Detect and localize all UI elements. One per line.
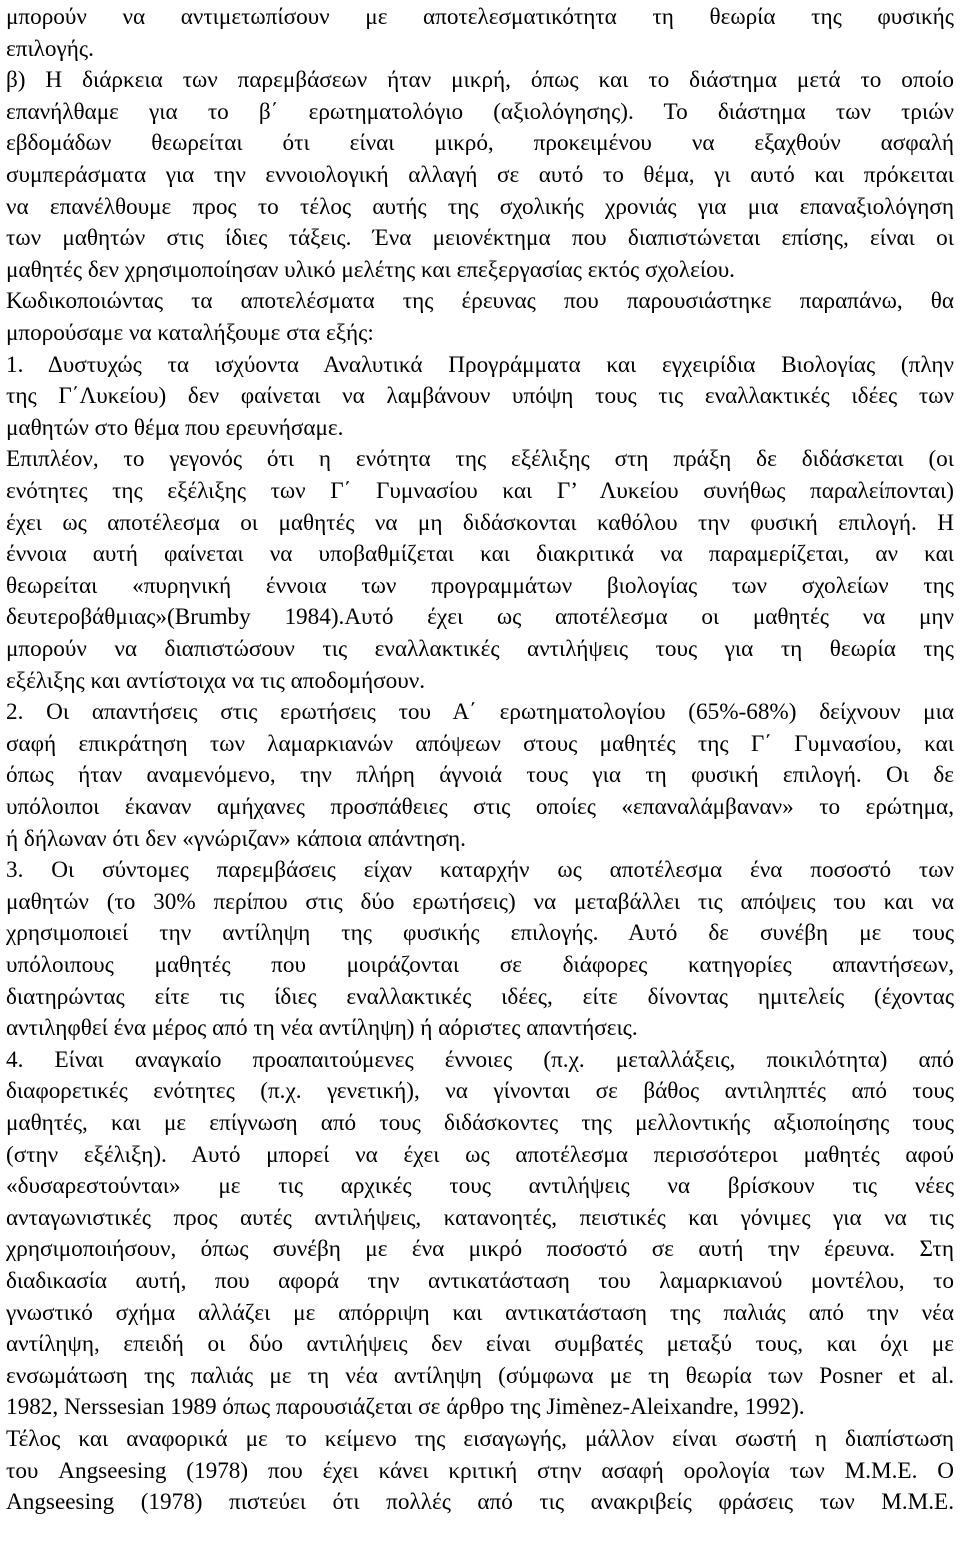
text-line: εβδομάδων θεωρείται ότι είναι μικρό, προκειμένου να εξαχθούν ασφαλή [6, 130, 954, 157]
text-line: β) Η διάρκεια των παρεμβάσεων ήταν μικρή, όπως και το διάστημα μετά το οποίο [6, 67, 954, 94]
text-line: επιλογής. [6, 35, 94, 62]
text-line: Κωδικοποιώντας τα αποτελέσματα της έρευνας που παρουσιάστηκε παραπάνω, θα [6, 288, 954, 315]
text-line: μαθητές, και με επίγνωση από τους διδάσκοντες της μελλοντικής αξιοποίησης τους [6, 1110, 954, 1136]
text-line: 1. Δυστυχώς τα ισχύοντα Αναλυτικά Προγράμματα και εγχειρίδια Βιολογίας (πλην [6, 351, 954, 378]
text-line: χρησιμοποιήσουν, όπως συνέβη με ένα μικρό ποσοστό σε αυτή την έρευνα. Στη [6, 1236, 954, 1263]
text-line: επανήλθαμε για το β΄ ερωτηματολόγιο (αξιολόγησης). Το διάστημα των τριών [6, 98, 954, 125]
text-line: του Angseesing (1978) που έχει κάνει κριτική στην ασαφή ορολογία των Μ.Μ.Ε. Ο [6, 1457, 954, 1484]
text-line: 4. Είναι αναγκαίο προαπαιτούμενες έννοιες (π.χ. μεταλλάξεις, ποικιλότητα) από [6, 1046, 954, 1073]
text-line: 2. Οι απαντήσεις στις ερωτήσεις του Α΄ ερωτηματολογίου (65%-68%) δείχνουν μια [6, 699, 954, 726]
text-line: Επιπλέον, το γεγονός ότι η ενότητα της εξέλιξης στη πράξη δε διδάσκεται (οι [6, 446, 954, 473]
text-line: δευτεροβάθμιας»(Brumby 1984).Αυτό έχει ως αποτέλεσμα οι μαθητές να μην [6, 604, 954, 631]
text-line: μαθητές δεν χρησιμοποίησαν υλικό μελέτης και επεξεργασίας εκτός σχολείου. [6, 256, 735, 283]
text-line: χρησιμοποιεί την αντίληψη της φυσικής επιλογής. Αυτό δε συνέβη με τους [6, 920, 954, 947]
text-line: υπόλοιποι έκαναν αμήχανες προσπάθειες στις οποίες «επαναλάμβαναν» το ερώτημα, [6, 794, 954, 820]
text-line: ενσωμάτωση της παλιάς με τη νέα αντίληψη (σύμφωνα με τη θεωρία των Posner et al. [6, 1362, 954, 1389]
text-line: γνωστικό σχήμα αλλάζει με απόρριψη και αντικατάσταση της παλιάς από την νέα [6, 1299, 954, 1326]
text-line: Τέλος και αναφορικά με το κείμενο της εισαγωγής, μάλλον είναι σωστή η διαπίστωση [6, 1426, 954, 1452]
text-line: 1982, Nerssesian 1989 όπως παρουσιάζεται σε άρθρο της Jimènez-Aleixandre, 1992). [6, 1394, 805, 1421]
text-line: θεωρείται «πυρηνική έννοια των προγραμμάτων βιολογίας των σχολείων της [6, 572, 954, 599]
text-line: ανταγωνιστικές προς αυτές αντιλήψεις, κατανοητές, πειστικές και γόνιμες για να τις [6, 1204, 954, 1231]
text-line: 3. Οι σύντομες παρεμβάσεις είχαν καταρχήν ως αποτέλεσμα ένα ποσοστό των [6, 857, 954, 884]
text-line: μαθητών στο θέμα που ερευνήσαμε. [6, 414, 344, 441]
text-line: μπορούσαμε να καταλήξουμε στα εξής: [6, 320, 374, 346]
text-line: μπορούν να διαπιστώσουν τις εναλλακτικές αντιλήψεις τους για τη θεωρία της [6, 636, 954, 662]
text-line: αντιληφθεί ένα μέρος από τη νέα αντίληψη) ή αόριστες απαντήσεις. [6, 1015, 638, 1042]
text-line: μαθητών (το 30% περίπου στις δύο ερωτήσεις) να μεταβάλλει τις απόψεις του και να [6, 888, 954, 915]
text-line: (στην εξέλιξη). Αυτό μπορεί να έχει ως αποτέλεσμα περισσότεροι μαθητές αφού [6, 1141, 954, 1168]
text-line: ενότητες της εξέλιξης των Γ΄ Γυμνασίου και Γ’ Λυκείου συνήθως παραλείπονται) [6, 478, 954, 504]
text-line: υπόλοιπους μαθητές που μοιράζονται σε διάφορες κατηγορίες απαντήσεων, [6, 952, 954, 978]
text-line: διαδικασία αυτή, που αφορά την αντικατάσταση του λαμαρκιανού μοντέλου, το [6, 1268, 954, 1294]
text-line: της Γ΄Λυκείου) δεν φαίνεται να λαμβάνουν υπόψη τους τις εναλλακτικές ιδέες των [6, 383, 954, 410]
text-line: σαφή επικράτηση των λαμαρκιανών απόψεων στους μαθητές της Γ΄ Γυμνασίου, και [6, 730, 954, 757]
text-line: διατηρώντας είτε τις ίδιες εναλλακτικές ιδέες, είτε δίνοντας ημιτελείς (έχοντας [6, 983, 954, 1010]
text-line: συμπεράσματα για την εννοιολογική αλλαγή σε αυτό το θέμα, γι αυτό και πρόκειται [6, 162, 954, 188]
text-line: αντίληψη, επειδή οι δύο αντιλήψεις δεν είναι συμβατές μεταξύ τους, και όχι με [6, 1331, 954, 1358]
text-line: διαφορετικές ενότητες (π.χ. γενετική), να γίνονται σε βάθος αντιληπτές από τους [6, 1078, 954, 1105]
text-line: όπως ήταν αναμενόμενο, την πλήρη άγνοιά τους για τη φυσική επιλογή. Οι δε [6, 762, 954, 789]
text-line: έννοια αυτή φαίνεται να υποβαθμίζεται και διακριτικά να παραμερίζεται, αν και [6, 541, 954, 568]
text-line: μπορούν να αντιμετωπίσουν με αποτελεσματικότητα τη θεωρία της φυσικής [6, 4, 954, 30]
text-line: Angseesing (1978) πιστεύει ότι πολλές από τις ανακριβείς φράσεις των Μ.Μ.Ε. [6, 1489, 954, 1516]
text-line: να επανέλθουμε προς το τέλος αυτής της σχολικής χρονιάς για μια επαναξιολόγηση [6, 193, 954, 220]
text-line: των μαθητών στις ίδιες τάξεις. Ένα μειονέκτημα που διαπιστώνεται επίσης, είναι οι [6, 225, 954, 252]
text-line: εξέλιξης και αντίστοιχα να τις αποδομήσουν. [6, 667, 426, 694]
text-line: ή δήλωναν ότι δεν «γνώριζαν» κάποια απάντηση. [6, 825, 466, 852]
text-line: έχει ως αποτέλεσμα οι μαθητές να μη διδάσκονται καθόλου την φυσική επιλογή. Η [6, 509, 954, 536]
text-line: «δυσαρεστούνται» με τις αρχικές τους αντιλήψεις να βρίσκουν τις νέες [6, 1173, 954, 1200]
